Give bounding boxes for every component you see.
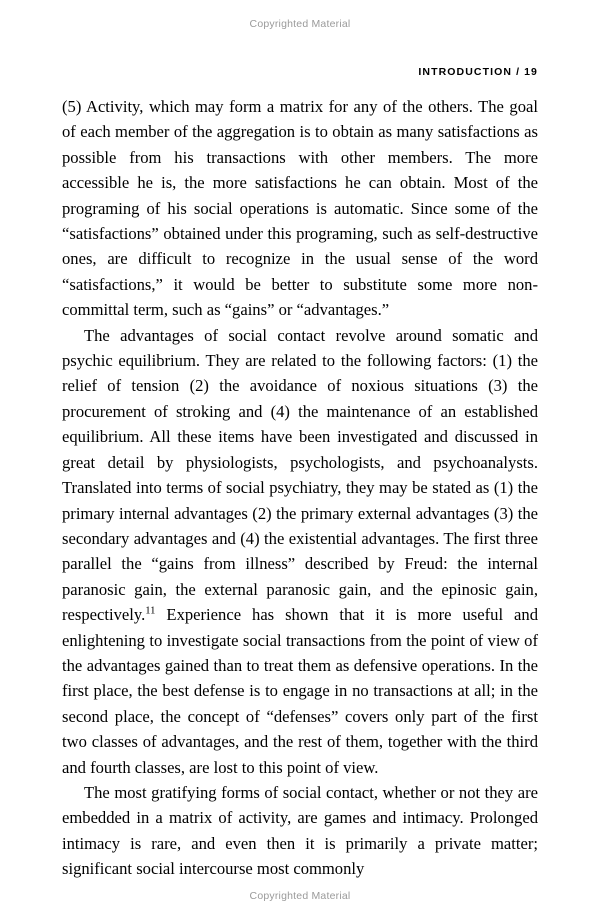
paragraph-2-text-after-note: Experience has shown that it is more useful and enlightening to investigate social transactions from the point of view of the advantages gained than to treat them as defensive operations. In the first place, the best defense is to engage in no transactions at all; in the second place, the concept of “defenses” covers only part of the first two classes of advantages, and the rest of them, together with the third and fourth classes, are lost to this point of view. [62,605,538,777]
footnote-marker: 11 [145,605,156,617]
paragraph-1: (5) Activity, which may form a matrix for any of the others. The goal of each member of the aggregation is to obtain as many satisfactions as possible from his transactions with other members. The more accessible he is, the more satisfactions he can obtain. Most of the programing of his social operations is automatic. Since some of the “satisfactions” obtained under this programing, such as self-destructive ones, are difficult to recognize in the usual sense of the word “satisfactions,” it would be better to substitute some more non-committal term, such as “gains” or “advantages.” [62,97,538,320]
copyright-watermark-top: Copyrighted Material [249,18,351,30]
copyright-watermark-bottom: Copyrighted Material [249,890,351,902]
paragraph-3: The most gratifying forms of social contact, whether or not they are embedded in a matrix of activity, are games and intimacy. Prolonged intimacy is rare, and even then it is primarily a private matter; significant social intercourse most commonly [62,782,538,879]
page-body [62,94,538,882]
paragraph-2 [62,323,538,780]
running-head: INTRODUCTION / 19 [418,66,538,78]
paragraph-2-text-before-note: The advantages of social contact revolve around somatic and psychic equilibrium. They are related to the following factors: (1) the relief of tension (2) the avoidance of noxious situations (3) the procurement of stroking and (4) the maintenance of an established equilibrium. All these items have been investigated and discussed in great detail by physiologists, psychologists, and psychoanalysts. Translated into terms of social psychiatry, they may be stated as (1) the primary internal advantages (2) the primary external advantages (3) the secondary advantages and (4) the existential advantages. The first three parallel the “gains from illness” described by Freud: the internal paranosic gain, the external paranosic gain, and the epinosic gain, respectively. [62,325,538,625]
